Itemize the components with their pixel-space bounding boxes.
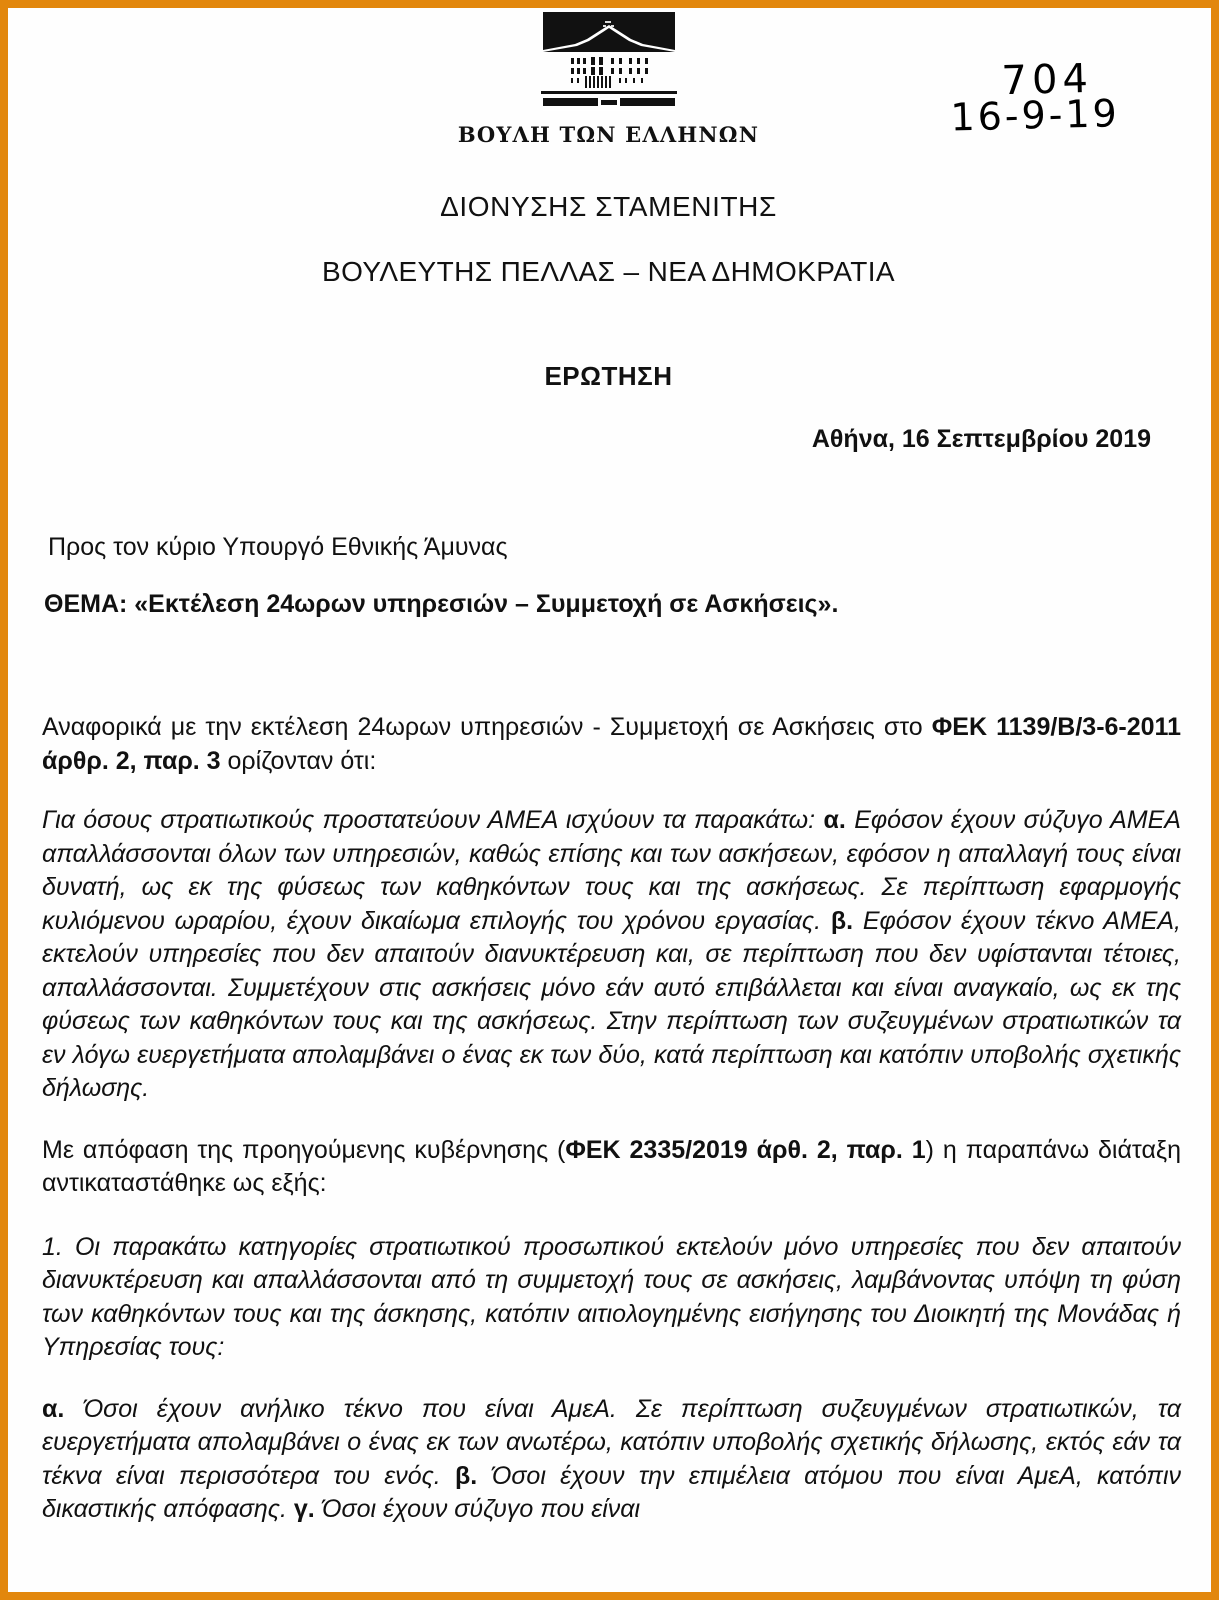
intro-text-before: Αναφορικά με την εκτέλεση 24ωρων υπηρεσιών - Συμμετοχή σε Ασκήσεις στο	[42, 713, 932, 741]
amendment-text-before: Με απόφαση της προηγούμενης κυβέρνησης (	[42, 1135, 566, 1164]
handwritten-date: 16-9-19	[949, 91, 1121, 140]
paragraph-quoted-provision	[42, 804, 1181, 1106]
item-marker-alpha: α.	[42, 1394, 65, 1423]
subject-line	[36, 590, 1181, 619]
item-text-beta: Όσοι έχουν την επιμέλεια ατόμου που είναι ΑμεΑ, κατόπιν δικαστικής απόφασης.	[42, 1461, 1181, 1523]
quote-marker-beta: β.	[830, 906, 854, 935]
subject-text: «Εκτέλεση 24ωρων υπηρεσιών – Συμμετοχή σε Ασκήσεις».	[134, 590, 839, 618]
paragraph-item-1: 1. Οι παρακάτω κατηγορίες στρατιωτικού προσωπικού εκτελούν μόνο υπηρεσίες που δεν απαιτούν διανυκτέρευση και απαλλάσσονται από τη συμμετοχή τους σε ασκήσεις, λαμβάνοντας υπόψη τη φύση των καθηκόντων τους και της άσκησης, κατόπιν αιτιολογημένης εισήγησης του Διοικητή της Μονάδας ή Υπηρεσίας τους:	[42, 1232, 1181, 1361]
handwritten-note	[949, 55, 1121, 140]
mp-role: ΒΟΥΛΕΥΤΗΣ ΠΕΛΛΑΣ – ΝΕΑ ΔΗΜΟΚΡΑΤΙΑ	[322, 256, 895, 287]
paragraph-intro	[42, 711, 1181, 778]
amendment-fek-reference: ΦΕΚ 2335/2019 άρθ. 2, παρ. 1	[565, 1135, 926, 1164]
addressee-line: Προς τον κύριο Υπουργό Εθνικής Άμυνας	[48, 533, 508, 561]
quote-marker-alpha: α.	[823, 806, 846, 834]
quote-part-3: Εφόσον έχουν τέκνο ΑΜΕΑ, εκτελούν υπηρεσίες που δεν απαιτούν διανυκτέρευση και, σε περίπτωση που δεν υφίστανται τέτοιες, απαλλάσσονται. Συμμετέχουν στις ασκήσεις μόνο εάν αυτό επιβάλλεται και είναι αναγκαίο, ως εκ της φύσεως των καθηκόντων τους και της ασκήσεως. Στην περίπτωση των συζευγμένων στρατιωτικών τα εν λόγω ευεργετήματα απολαμβάνει ο ένας εκ των δύο, κατά περίπτωση και κατόπιν υποβολής σχετικής δήλωσης.	[42, 906, 1181, 1102]
item-marker-beta: β.	[455, 1461, 478, 1490]
item-text-gamma: Όσοι έχουν σύζυγο που είναι	[314, 1495, 641, 1523]
item-marker-gamma: γ.	[293, 1495, 315, 1523]
paragraph-items-alpha-beta-gamma	[42, 1393, 1181, 1527]
subject-label: ΘΕΜΑ:	[44, 590, 128, 618]
place-and-date: Αθήνα, 16 Σεπτεμβρίου 2019	[811, 425, 1151, 453]
paragraph-amendment	[42, 1134, 1181, 1201]
hellenic-parliament-building-icon	[525, 12, 693, 116]
emblem-caption: ΒΟΥΛΗ ΤΩΝ ΕΛΛΗΝΩΝ	[457, 122, 760, 147]
document-body	[36, 711, 1181, 1527]
amendment-text-after: ) η παραπάνω διάταξη αντικαταστάθηκε ως εξής:	[42, 1135, 1181, 1197]
mp-name: ΔΙΟΝΥΣΗΣ ΣΤΑΜΕΝΙΤΗΣ	[440, 191, 777, 222]
quote-part-1: Για όσους στρατιωτικούς προστατεύουν ΑΜΕΑ ισχύουν τα παρακάτω:	[42, 806, 824, 834]
document-sheet	[8, 8, 1211, 1592]
item-text-alpha: Όσοι έχουν ανήλικο τέκνο που είναι ΑμεΑ. Σε περίπτωση συζευγμένων στρατιωτικών, τα ευεργετήματα απολαμβάνει ο ένας εκ των ανωτέρω, κατόπιν υποβολής σχετικής δήλωσης, εκτός εάν τα τέκνα είναι περισσότερα του ενός.	[42, 1394, 1181, 1490]
handwritten-number: 704	[1000, 55, 1094, 105]
intro-fek-reference: ΦΕΚ 1139/Β/3-6-2011 άρθρ. 2, παρ. 3	[42, 713, 1181, 775]
document-type-heading: ΕΡΩΤΗΣΗ	[544, 361, 673, 391]
quote-part-2: Εφόσον έχουν σύζυγο ΑΜΕΑ απαλλάσσονται όλων των υπηρεσιών, καθώς επίσης και των ασκήσεων, εφόσον η απαλλαγή τους είναι δυνατή, ως εκ της φύσεως των καθηκόντων τους και της ασκήσεως. Σε περίπτωση εφαρμογής κυλιόμενου ωραρίου, έχουν δικαίωμα επιλογής του χρόνου εργασίας.	[42, 806, 1181, 935]
intro-text-after: ορίζονταν ότι:	[220, 746, 377, 775]
